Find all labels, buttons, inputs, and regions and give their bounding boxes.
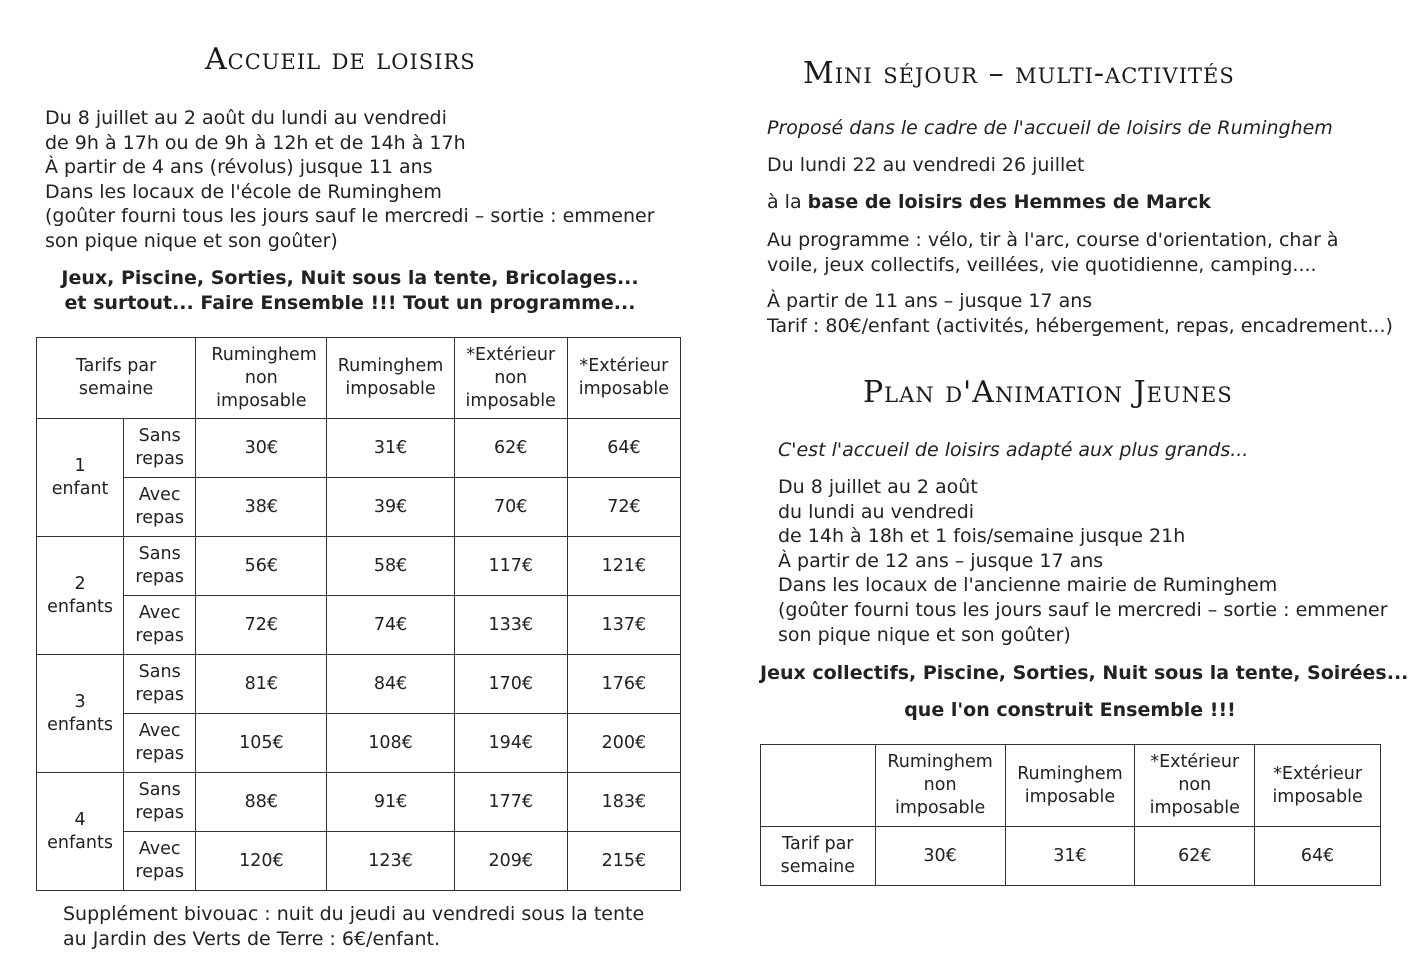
header-text: Ruminghem imposable: [1017, 763, 1123, 807]
intro-text: [45, 106, 655, 254]
program-text: [767, 228, 1339, 277]
title-mini-sejour: [803, 56, 1235, 91]
intro-line: À partir de 12 ans – jusque 17 ans: [778, 549, 1104, 572]
group-label-text: 2 enfants: [47, 573, 113, 617]
price-cell: 123€: [327, 832, 454, 891]
table-header: [454, 338, 567, 419]
age-line: À partir de 11 ans – jusque 17 ans: [767, 290, 1093, 312]
highlight-text: [45, 266, 655, 315]
price-cell: 137€: [567, 596, 680, 655]
price-cell: 209€: [454, 832, 567, 891]
price-cell: 133€: [454, 596, 567, 655]
price-cell: 117€: [454, 537, 567, 596]
header-text: *Extérieur non imposable: [1149, 752, 1240, 818]
price-cell: 31€: [327, 419, 454, 478]
highlight-paj-2: que l'on construit Ensemble !!!: [904, 699, 1236, 721]
row-label-text: Sans repas: [135, 780, 184, 823]
title-accueil-de-loisirs: [205, 42, 476, 77]
row-label: [124, 419, 196, 478]
table-row: [37, 596, 681, 655]
table-header: [1135, 745, 1255, 827]
row-label-text: Avec repas: [135, 485, 184, 528]
header-text: Ruminghem non imposable: [887, 752, 993, 818]
header-text: Ruminghem non imposable: [211, 344, 317, 411]
price-cell: 72€: [567, 478, 680, 537]
row-label-text: Avec repas: [135, 839, 184, 882]
intro-line: de 9h à 17h ou de 9h à 12h et de 14h à 17h: [45, 131, 466, 154]
program-line: voile, jeux collectifs, veillées, vie quotidienne, camping....: [767, 253, 1317, 276]
price-cell: 91€: [327, 773, 454, 832]
intro-line: Dans les locaux de l'ancienne mairie de Ruminghem: [778, 574, 1278, 597]
row-label: [124, 773, 196, 832]
price-cell: 194€: [454, 714, 567, 773]
row-label: [124, 832, 196, 891]
intro-line: son pique nique et son goûter): [778, 623, 1071, 646]
row-label-text: Sans repas: [135, 426, 184, 469]
table-header: [196, 338, 327, 419]
table-corner: [761, 745, 876, 827]
dates-mini-sejour: Du lundi 22 au vendredi 26 juillet: [767, 154, 1085, 176]
tarifs-table: [36, 337, 681, 891]
table-row: [37, 655, 681, 714]
price-cell: 39€: [327, 478, 454, 537]
place-prefix: à la: [767, 191, 802, 213]
table-row: [761, 827, 1381, 886]
row-label-text: Avec repas: [135, 721, 184, 764]
group-label: [37, 419, 124, 537]
price-cell: 215€: [567, 832, 680, 891]
table-corner: [37, 338, 196, 419]
intro-line: Du 8 juillet au 2 août du lundi au vendredi: [45, 107, 447, 129]
table-row: [37, 537, 681, 596]
intro-line: À partir de 4 ans (révolus) jusque 11 ans: [45, 156, 433, 179]
title-text: Plan d'Animation Jeunes: [863, 375, 1233, 410]
price-cell: 56€: [196, 537, 327, 596]
group-label: [37, 537, 124, 655]
price-cell: 88€: [196, 773, 327, 832]
price-cell: 62€: [454, 419, 567, 478]
price-cell: 30€: [196, 419, 327, 478]
age-tarif-text: [767, 289, 1393, 338]
price-cell: 64€: [1255, 827, 1381, 886]
price-cell: 72€: [196, 596, 327, 655]
title-text: Accueil de loisirs: [205, 42, 476, 77]
intro-paj: [778, 475, 1388, 647]
title-text: Mini séjour – multi-activités: [803, 56, 1235, 91]
intro-line: du lundi au vendredi: [778, 500, 975, 523]
highlight-line: et surtout... Faire Ensemble !!! Tout un programme...: [64, 291, 636, 314]
table-header: [875, 745, 1005, 827]
price-cell: 31€: [1005, 827, 1135, 886]
intro-line: Du 8 juillet au 2 août: [778, 476, 978, 498]
row-label-text: Tarif par semaine: [780, 834, 856, 877]
place-name: base de loisirs des Hemmes de Marck: [807, 191, 1211, 213]
footer-text: [63, 902, 644, 951]
table-row: [37, 773, 681, 832]
price-cell: 64€: [567, 419, 680, 478]
intro-line: de 14h à 18h et 1 fois/semaine jusque 21h: [778, 525, 1186, 548]
intro-line: Dans les locaux de l'école de Ruminghem: [45, 180, 442, 203]
row-label: [124, 714, 196, 773]
row-label-text: Sans repas: [135, 662, 184, 705]
row-label: [761, 827, 876, 886]
price-cell: 38€: [196, 478, 327, 537]
row-label-text: Sans repas: [135, 544, 184, 587]
corner-text: Tarifs par semaine: [75, 356, 157, 399]
table-header-row: [761, 745, 1381, 827]
price-cell: 183€: [567, 773, 680, 832]
price-cell: 62€: [1135, 827, 1255, 886]
title-plan-animation-jeunes: [863, 375, 1233, 410]
highlight-line: Jeux, Piscine, Sorties, Nuit sous la tente, Bricolages...: [61, 267, 639, 289]
place-mini-sejour: [767, 190, 1211, 215]
group-label-text: 4 enfants: [47, 809, 113, 853]
highlight-paj-1: Jeux collectifs, Piscine, Sorties, Nuit sous la tente, Soirées...: [760, 662, 1409, 684]
intro-line: son pique nique et son goûter): [45, 229, 338, 252]
intro-line: (goûter fourni tous les jours sauf le mercredi – sortie : emmener: [778, 598, 1388, 621]
row-label: [124, 596, 196, 655]
table-row: [37, 419, 681, 478]
table-header: [567, 338, 680, 419]
price-cell: 200€: [567, 714, 680, 773]
group-label: [37, 655, 124, 773]
price-cell: 105€: [196, 714, 327, 773]
row-label: [124, 478, 196, 537]
tarif-paj-table: [760, 744, 1381, 886]
table-row: [37, 478, 681, 537]
table-row: [37, 714, 681, 773]
group-label-text: 3 enfants: [47, 691, 113, 735]
table-header: [1005, 745, 1135, 827]
row-label-text: Avec repas: [135, 603, 184, 646]
program-line: Au programme : vélo, tir à l'arc, course d'orientation, char à: [767, 229, 1339, 251]
table-header: [1255, 745, 1381, 827]
footer-line: Supplément bivouac : nuit du jeudi au vendredi sous la tente: [63, 903, 645, 925]
intro-line: (goûter fourni tous les jours sauf le mercredi – sortie : emmener: [45, 205, 655, 228]
price-cell: 120€: [196, 832, 327, 891]
table-header-row: [37, 338, 681, 419]
price-cell: 58€: [327, 537, 454, 596]
subtitle-paj: C'est l'accueil de loisirs adapté aux plus grands...: [778, 439, 1249, 461]
price-cell: 74€: [327, 596, 454, 655]
header-text: Ruminghem imposable: [337, 356, 444, 399]
header-text: *Extérieur non imposable: [465, 344, 556, 411]
price-cell: 30€: [875, 827, 1005, 886]
table-row: [37, 832, 681, 891]
header-text: *Extérieur imposable: [578, 356, 670, 399]
price-cell: 176€: [567, 655, 680, 714]
header-text: *Extérieur imposable: [1272, 763, 1363, 807]
price-cell: 170€: [454, 655, 567, 714]
group-label-text: 1 enfant: [51, 455, 109, 499]
price-cell: 84€: [327, 655, 454, 714]
price-cell: 81€: [196, 655, 327, 714]
group-label: [37, 773, 124, 891]
price-cell: 121€: [567, 537, 680, 596]
footer-line: au Jardin des Verts de Terre : 6€/enfant.: [63, 927, 441, 950]
price-cell: 177€: [454, 773, 567, 832]
table-header: [327, 338, 454, 419]
price-cell: 108€: [327, 714, 454, 773]
price-cell: 70€: [454, 478, 567, 537]
subtitle-mini-sejour: Proposé dans le cadre de l'accueil de loisirs de Ruminghem: [767, 117, 1333, 139]
row-label: [124, 655, 196, 714]
tarif-line: Tarif : 80€/enfant (activités, hébergement, repas, encadrement...): [767, 314, 1393, 337]
row-label: [124, 537, 196, 596]
